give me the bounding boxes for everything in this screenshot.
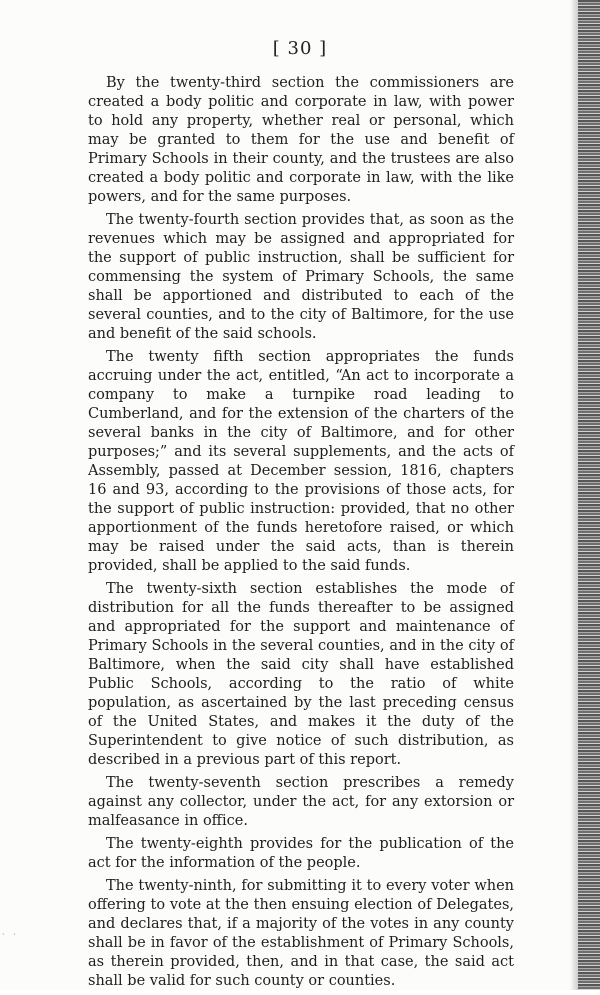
paragraph-twenty-fifth-section: The twenty fifth section appropriates the funds accruing under the act, entitled, “An act to incorporate a company to make a turnpike road leading to Cumberland, and for the extension of the charters of the several banks in the city of Baltimore, and for other purposes;” and its several supplements, and the acts of Assembly, passed at December session, 1816, chapters 16 and 93, according to the provisions of those acts, for the support of public instruction: provided, that no other apportionment of the funds heretofore raised, or which may be raised under the said acts, than is therein provided, shall be applied to the said funds. [88, 349, 514, 574]
binding-shadow [570, 0, 578, 990]
scanned-binding-edge [578, 0, 600, 990]
page-number: [ 30 ] [272, 38, 328, 59]
paragraph-twenty-third-section: By the twenty-third section the commissioners are created a body politic and corporate in law, with power to hold any property, whether real or personal, which may be granted to them for the use and benefit of Primary Schools in their county, and the trustees are also created a body politic and corporate in law, with the like powers, and for the same purposes. [88, 75, 514, 205]
body-text [88, 74, 514, 995]
paragraph-twenty-seventh-section: The twenty-seventh section prescribes a remedy against any collector, under the act, for any extorsion or malfeasance in office. [88, 775, 514, 829]
paragraph-twenty-fourth-section: The twenty-fourth section provides that, as soon as the revenues which may be assigned and appropriated for the support of public instruction, shall be sufficient for commensing the system of Primary Schools, the same shall be apportioned and distributed to each of the several counties, and to the city of Baltimore, for the use and benefit of the said schools. [88, 212, 514, 342]
paragraph-twenty-eighth-section: The twenty-eighth provides for the publication of the act for the information of the people. [88, 836, 514, 871]
paragraph-twenty-ninth-section: The twenty-ninth, for submitting it to every voter when offering to vote at the then ensuing election of Delegates, and declares that, if a majority of the votes in any county shall be in favor of the establishment of Primary Schools, as therein provided, then, and in that case, the said act shall be valid for such county or counties. [88, 878, 514, 989]
paragraph-twenty-sixth-section: The twenty-sixth section establishes the mode of distribution for all the funds thereafter to be assigned and appropriated for the support and maintenance of Primary Schools in the several counties, and in the city of Baltimore, when the said city shall have established Public Schools, according to the ratio of white population, as ascertained by the last preceding census of the United States, and makes it the duty of the Superintendent to give notice of such distribution, as described in a previous part of this report. [88, 581, 514, 768]
scan-specks: · · [2, 930, 19, 939]
